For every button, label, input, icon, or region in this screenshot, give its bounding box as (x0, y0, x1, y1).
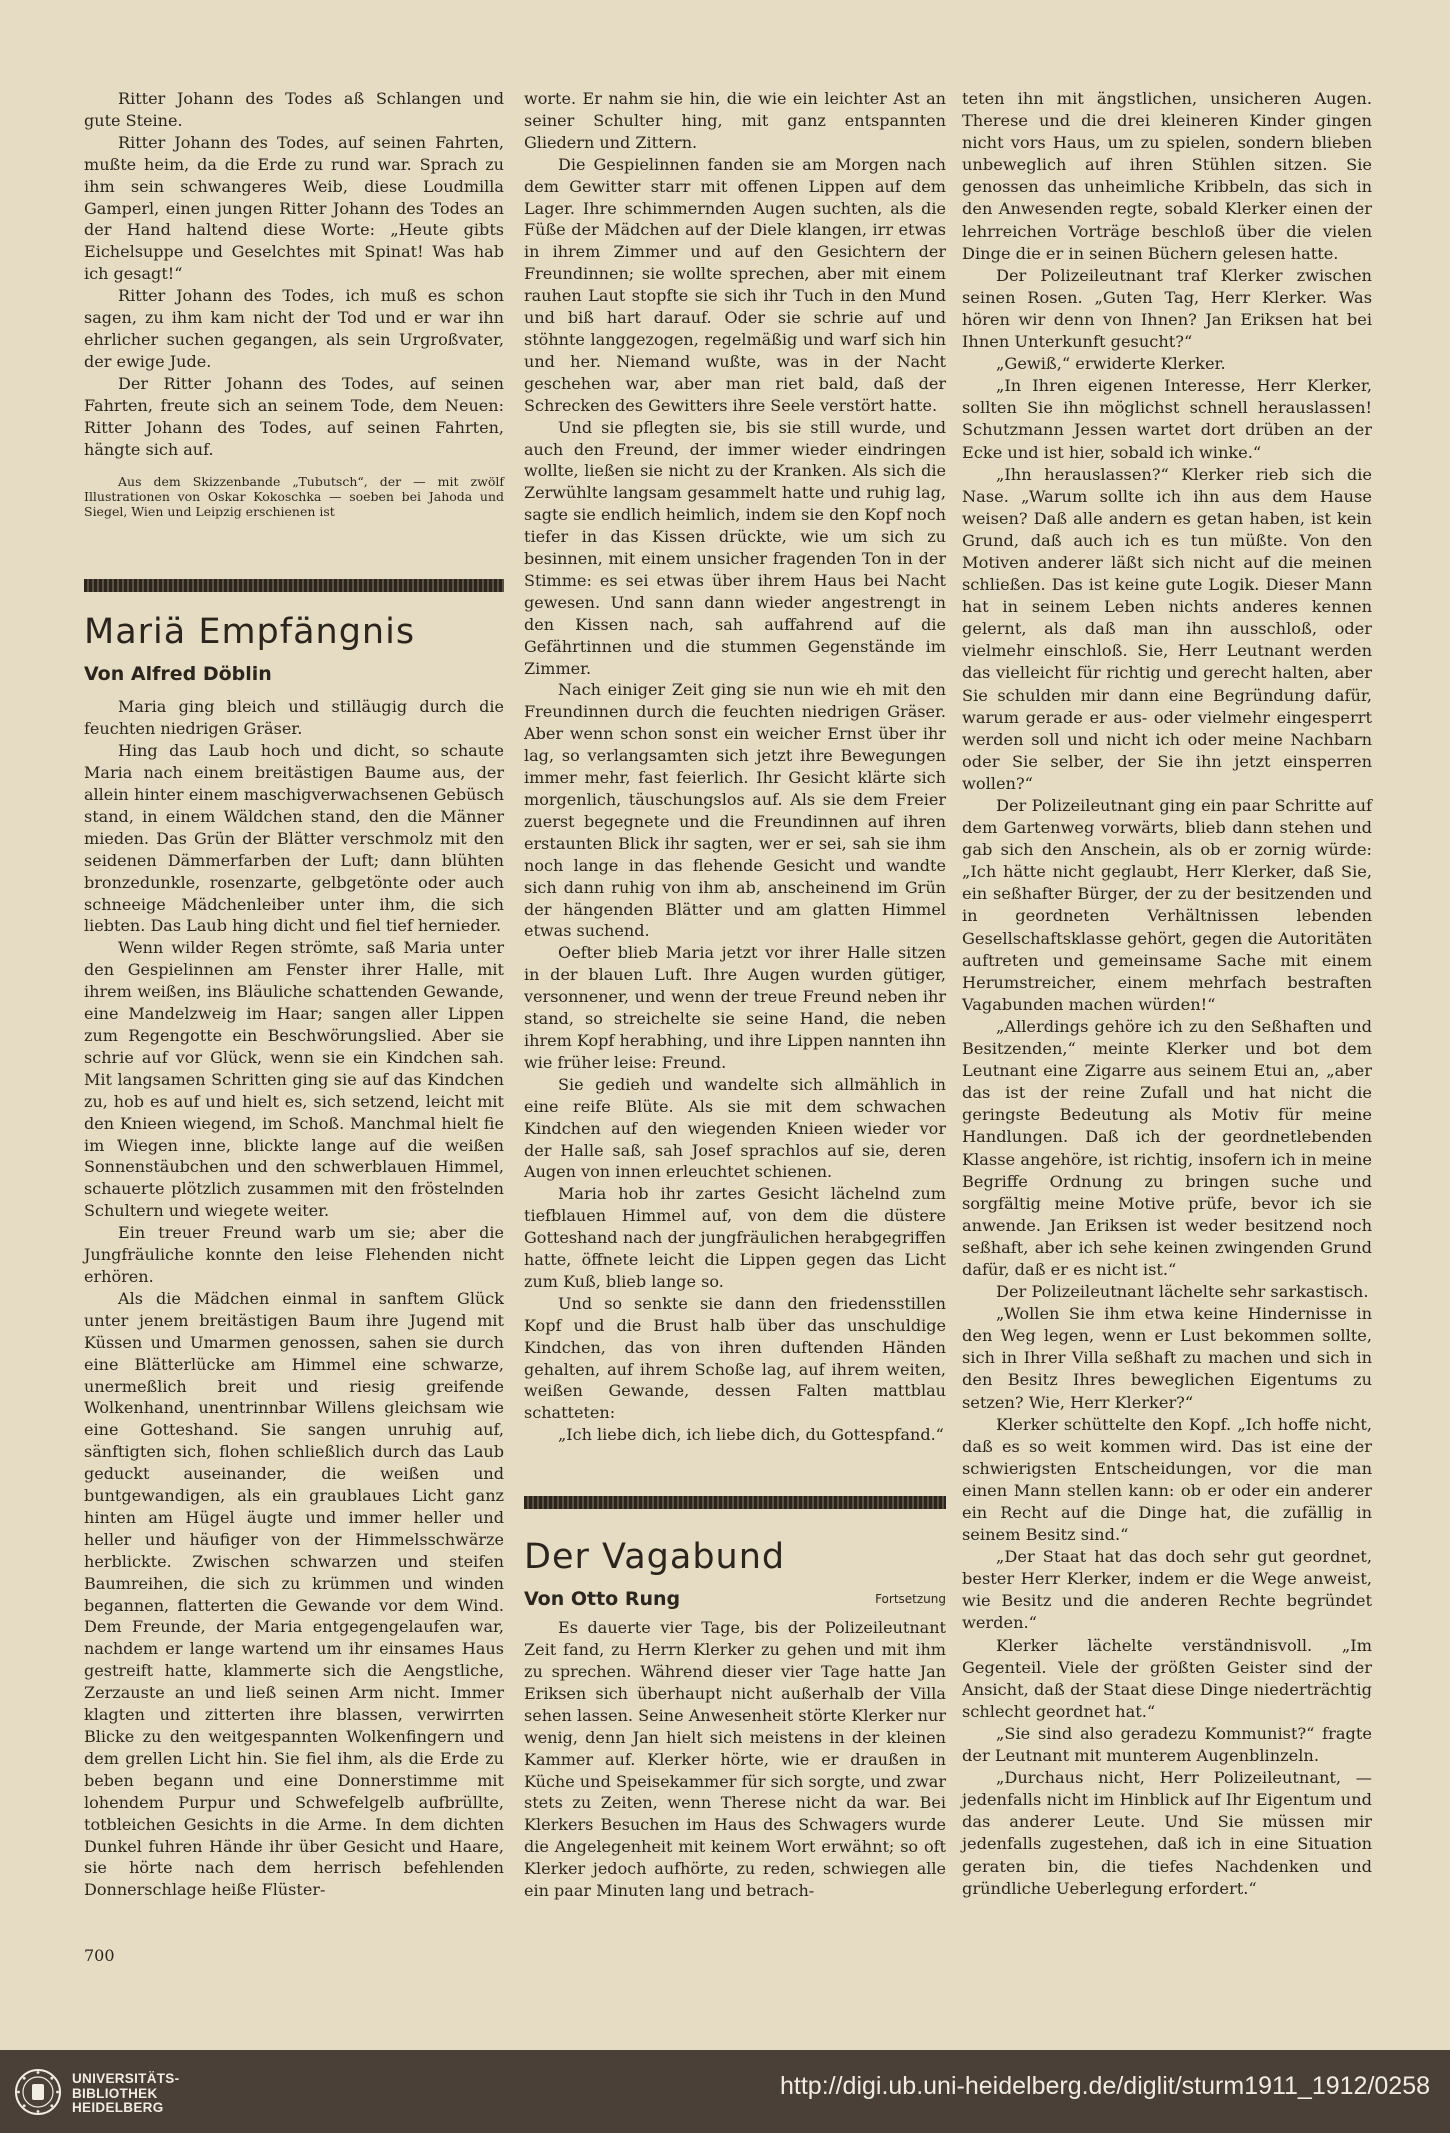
paragraph: „Gewiß,“ erwiderte Klerker. (996, 354, 1226, 374)
article-byline: Von Otto Rung (524, 1588, 681, 1611)
paragraph: „Wollen Sie ihm etwa keine Hindernisse in den Weg legen, wenn er Lust bekommen sollte, sich in Ihrer Villa seßhaft zu machen und sich in den Besitz Ihres beweglichen Eigentums zu setzen? Wie, Herr Klerker?“ (962, 1304, 1372, 1412)
library-name-line: UNIVERSITÄTS- (72, 2071, 180, 2086)
university-seal-icon (14, 2068, 62, 2116)
source-url-link[interactable]: http://digi.ub.uni-heidelberg.de/diglit/sturm1911_1912/0258 (780, 2072, 1430, 2100)
paragraph: teten ihn mit ängstlichen, unsicheren Augen. Therese und die drei kleineren Kinder gingen nicht vors Haus, um zu spielen, sondern blieben unbeweglich auf ihren Stühlen sitzen. Sie genossen das unheimliche Kribbeln, das sich in den Anwesenden regte, sobald Klerker einen der lehrreichen Vorträge beschloß über die vielen Dinge die er in seinen Büchern gelesen hatte. (962, 89, 1372, 263)
paragraph: Nach einiger Zeit ging sie nun wie eh mit den Freundinnen durch die feuchten niedrigen Gräser. Aber wenn schon sonst ein weicher Ernst über ihr lag, so verlangsamten sich jetzt ihre Bewegungen immer mehr, fast feierlich. Ihr Gesicht klärte sich morgenlich, täuschungslos auf. Als sie dem Freier zuerst begegnete und die Freundinnen auf ihren erstaunten Blick ihr sagten, wer er sei, sah sie ihm noch lange in das flehende Gesicht und wandte sich dann ruhig von ihm ab, anscheinend im Grün der hängenden Blätter und am glatten Himmel etwas suchend. (524, 680, 946, 941)
paragraph: „Ihn herauslassen?“ Klerker rieb sich die Nase. „Warum sollte ich ihn aus dem Hause weisen? Daß alle andern es getan haben, ist kein Grund, daß auch ich es tun müßte. Von den Motiven anderer läßt sich nicht auf die meinen schließen. Das ist keine gute Logik. Dieser Mann hat in seinem Leben nichts anderes kennen gelernt, als daß man ihn ausschloß, oder vielmehr einschloß. Sie, Herr Leutnant werden das vielleicht für richtig und gerecht halten, aber Sie schulden mir dann eine Begründung dafür, warum gerade er aus- oder vielmehr eingesperrt werden soll und nicht ich oder meine Nachbarn oder Sie selber, der Sie ihn jetzt einsperren wollen?“ (962, 464, 1372, 793)
article-continuation (962, 88, 1372, 1900)
article-title: Der Vagabund (524, 1537, 786, 1578)
paragraph: Hing das Laub hoch und dicht, so schaute Maria nach einem breitästigen Baume aus, der allein hinter einem maschigverwachsenen Gebüsch stand, in einem Wäldchen stand, den die Männer mieden. Das Grün der Blätter verschmolz mit den seidenen Dämmerfarben der Luft; dann blühten bronzedunkle, rosenzarte, gelbgetönte oder auch schneeige Mädchenleiber unter ihm, die sich liebten. Das Laub hing dicht und fiel tief hernieder. (84, 741, 504, 936)
continued-label: Fortsetzung (875, 1592, 946, 1607)
library-name-line: HEIDELBERG (72, 2100, 164, 2115)
paragraph: Wenn wilder Regen strömte, saß Maria unter den Gespielinnen am Fenster ihrer Halle, mit ihrem weißen, ins Bläuliche schattenden Gewande, eine Mandelzweig im Haar; sangen aller Lippen zum Regengotte ein Beschwörungslied. Aber sie schrie auf vor Glück, wenn sie ein Kindchen sah. Mit langsamen Schritten ging sie auf das Kindchen zu, hob es auf und hielt es, sich setzend, leicht mit den Knieen wiegend, im Schoß. Manchmal hielt fie im Wiegen inne, blickte lange auf die weißen Sonnenstäubchen und den schwerblauen Himmel, schauerte plötzlich zusammen mit den fröstelnden Schultern und wiegete weiter. (84, 938, 504, 1221)
section-divider (84, 579, 504, 592)
article-body (524, 1617, 946, 1902)
article-body (84, 696, 504, 1901)
column-middle (524, 88, 946, 1902)
section-divider (524, 1496, 946, 1509)
paragraph: „Sie sind also geradezu Kommunist?“ fragte der Leutnant mit munterem Augenblinzeln. (962, 1723, 1372, 1766)
paragraph: „Allerdings gehöre ich zu den Seßhaften und Besitzenden,“ meinte Klerker und bot dem Leutnant eine Zigarre aus seinem Etui an, „aber das ist der reine Zufall und hat nicht die geringste Bedeutung als Motiv für meine Handlungen. Daß ich der geordnetlebenden Klasse angehöre, ist richtig, insofern ich in meine Begriffe Ordnung zu bringen suche und sorgfältig meine Motive prüfe, bevor ich sie anwende. Jan Eriksen ist weder besitzend noch seßhaft, aber ich sehe keinen zwingenden Grund dafür, daß er es nicht ist.“ (962, 1016, 1372, 1279)
article-byline: Von Alfred Döblin (84, 663, 272, 686)
article-continuation (524, 88, 946, 1446)
paragraph: Und so senkte sie dann den friedensstillen Kopf und die Brust halb über das unschuldige Kindchen, das von ihren duftenden Händen gehalten, auf ihrem Schoße lag, auf ihrem weiten, weißen Gewande, dessen Falten mattblau schatteten: (524, 1293, 946, 1423)
column-right (962, 88, 1372, 1900)
library-name (72, 2072, 179, 2116)
paragraph: Die Gespielinnen fanden sie am Morgen nach dem Gewitter starr mit offenen Lippen auf dem Lager. Ihre schimmernden Augen suchten, als die Füße der Mädchen auf der Diele klangen, irr etwas in ihrem Zimmer und auf den Gesichtern der Freundinnen; sie wollte sprechen, aber mit einem rauhen Laut stopfte sie sich ihr Tuch in den Mund und biß hart darauf. Oder sie schrie auf und stöhnte langgezogen, regelmäßig und warf sich hin und her. Niemand wußte, was in der Nacht geschehen war, aber man riet bald, daß der Schrecken des Gewitters ihre Seele verstört hatte. (524, 154, 946, 415)
paragraph: Der Ritter Johann des Todes, auf seinen Fahrten, freute sich an seinem Tode, dem Neuen: Ritter Johann des Todes, auf seinen Fahrten, hängte sich auf. (84, 373, 504, 459)
paragraph: Oefter blieb Maria jetzt vor ihrer Halle sitzen in der blauen Luft. Ihre Augen wurden gütiger, versonnener, und wenn der treue Freund neben ihr stand, so streichelte sie seine Hand, die neben ihrem Kopf herabhing, und ihre Lippen nannten ihn wie früher leise: Freund. (524, 943, 946, 1072)
paragraph: Maria hob ihr zartes Gesicht lächelnd zum tiefblauen Himmel auf, von dem die düstere Gotteshand nach der jungfräulichen herabgegriffen hatte, öffnete leicht die Lippen gegen das Licht zum Kuß, blieb lange so. (524, 1184, 946, 1291)
paragraph: Der Polizeileutnant ging ein paar Schritte auf dem Gartenweg vorwärts, blieb dann stehen und gab sich den Anschein, als ob er zornig würde: „Ich hätte nicht geglaubt, Herr Klerker, daß Sie, ein seßhafter Bürger, der zu der besitzenden und in geordneten Verhältnissen lebenden Gesellschaftsklasse gehört, gegen die Autoritäten auftreten und gemeinsame Sache mit einem Herumstreicher, einem mehrfach bestraften Vagabunden machen würden!“ (962, 796, 1372, 1014)
paragraph: Ein treuer Freund warb um sie; aber die Jungfräuliche konnte den leise Flehenden nicht erhören. (84, 1223, 504, 1286)
paragraph: Als die Mädchen einmal in sanftem Glück unter jenem breitästigen Baum ihre Jugend mit Küssen und Umarmen genossen, sahen sie durch eine Blätterlücke am Himmel eine schwarze, unermeßlich breit und riesig greifende Wolkenhand, unentrinnbar Willens gleichsam wie eine Gotteshand. Sie sangen unruhig auf, sänftigten sich, flohen schließlich durch das Laub geduckt auseinander, die weißen und buntgewandigen, als ein graublaues Licht ganz hinten am Hügel äugte und immer heller und heller und häufiger von der Himmelsschwärze herblickte. Zwischen schwarzen und steifen Baumreihen, die sich zu krümmen und winden begannen, flatterten die Gewande vor dem Wind. Dem Freunde, der Maria entgegengelaufen war, nachdem er lange wartend um ihr einsames Haus gestreift hatte, klammerte sich die Aengstliche, Zerzauste an und ließ seinen Arm nicht. Immer klagten und zitterten ihre blassen, verwirrten Blicke zu den weitgespannten Wolkenfingern und dem grellen Licht hin. Sie fiel ihm, als die Erde zu beben begann und eine Donnerstimme mit lohendem Purpur und Schwefelgelb aufbrüllte, totbleichen Gesichts in die Arme. In dem dichten Dunkel fuhren Hände ihr über Gesicht und Haare, sie hörte nach dem herrisch befehlenden Donnerschlage heiße Flüster- (84, 1288, 504, 1900)
paragraph: „Durchaus nicht, Herr Polizeileutnant, — jedenfalls nicht im Hinblick auf Ihr Eigentum und das anderer Leute. Und Sie müssen mir jedenfalls zugestehen, daß ich in eine Situation geraten bin, die tiefes Nachdenken und gründliche Ueberlegung erfordert.“ (962, 1768, 1372, 1898)
paragraph: Und sie pflegten sie, bis sie still wurde, und auch den Freund, der immer wieder eindringen wollte, ließen sie nicht zu der Kranken. Als sich die Zerwühlte langsam gesammelt hatte und ruhig lag, sagte sie endlich heimlich, indem sie den Kopf noch tiefer in das Kissen drückte, wie um sich zu besinnen, mit einem unsicher fragenden Ton in der Stimme: es sei etwas über ihrem Haus bei Nacht gewesen. Und sann dann wieder angestrengt in den Kissen nach, sah auffahrend auf die Gefährtinnen und die stummen Gegenstände im Zimmer. (524, 417, 947, 678)
paragraph: Der Polizeileutnant lächelte sehr sarkastisch. (996, 1282, 1369, 1302)
paragraph: Es dauerte vier Tage, bis der Polizeileutnant Zeit fand, zu Herrn Klerker zu gehen und mit ihm zu sprechen. Während dieser vier Tage hatte Jan Eriksen sich überhaupt nicht außerhalb der Villa sehen lassen. Seine Anwesenheit störte Klerker nur wenig, denn Jan hielt sich meistens in der kleinen Kammer auf. Klerker hörte, wie er draußen in Küche und Speisekammer für sich sorgte, und zwar stets zu Zeiten, wenn Therese nicht da war. Bei Klerkers Besuchen im Haus des Schwagers wurde die Angelegenheit mit keinem Wort erwähnt; so oft Klerker jedoch aufhörte, zu reden, schwiegen alle ein paar Minuten lang und betrach- (524, 1618, 946, 1901)
paragraph: Der Polizeileutnant traf Klerker zwischen seinen Rosen. „Guten Tag, Herr Klerker. Was hören wir denn von Ihnen? Jan Eriksen hat bei Ihnen Unterkunft gesucht?“ (962, 265, 1372, 352)
paragraph: „In Ihren eigenen Interesse, Herr Klerker, sollten Sie ihn möglichst schnell herauslassen! Schutzmann Jessen wartet dort drüben an der Ecke und ist hier, sobald ich winke.“ (962, 376, 1372, 462)
library-name-line: BIBLIOTHEK (72, 2085, 158, 2101)
paragraph: Ritter Johann des Todes aß Schlangen und gute Steine. (84, 89, 504, 130)
paragraph: Ritter Johann des Todes, auf seinen Fahrten, mußte heim, da die Erde zu rund war. Sprach zu ihm sein schwangeres Weib, diese Loudmilla Gamperl, einen jungen Ritter Johann des Todes an der Hand haltend diese Worte: „Heute gibts Eichelsuppe und Geselchtes mit Spinat! Was hab ich gesagt!“ (84, 132, 504, 284)
article-title: Mariä Empfängnis (84, 612, 416, 653)
source-note: Aus dem Skizzenbande „Tubutsch“, der — mit zwölf Illustrationen von Oskar Kokoschka — soeben bei Jahoda und Siegel, Wien und Leipzig erschienen ist (84, 474, 504, 520)
paragraph: Ritter Johann des Todes, ich muß es schon sagen, zu ihm kam nicht der Tod und er war ihn ehrlicher suchen gegangen, als sein Urgroßvater, der ewige Jude. (84, 286, 504, 371)
page-number: 700 (84, 1946, 115, 1965)
paragraph: Klerker lächelte verständnisvoll. „Im Gegenteil. Viele der größten Geister sind der Ansicht, daß der Staat diese Dinge niederträchtig schlecht geordnet hat.“ (962, 1635, 1372, 1721)
viewer-footer (0, 2050, 1450, 2133)
paragraph: Sie gedieh und wandelte sich allmählich in eine reife Blüte. Als sie mit dem schwachen Kindchen auf den wiegenden Knieen wieder vor der Halle saß, sah Josef sprachlos auf sie, deren Augen von innen erleuchtet schienen. (524, 1074, 946, 1182)
paragraph: Maria ging bleich und stilläugig durch die feuchten niedrigen Gräser. (84, 697, 504, 739)
tubutsch-excerpt (84, 88, 504, 460)
paragraph: „Ich liebe dich, ich liebe dich, du Gottespfand.“ (558, 1425, 944, 1445)
paragraph: Klerker schüttelte den Kopf. „Ich hoffe nicht, daß es so weit kommen wird. Das ist eine der schwierigsten Entscheidungen, vor die man einen Mann stellen kann: ob er oder ein anderer ein Recht auf die Dinge hat, die zufällig in seinem Besitz sind.“ (962, 1414, 1372, 1545)
paragraph: „Der Staat hat das doch sehr gut geordnet, bester Herr Klerker, indem er die Wege anweist, wie Besitz und die anderen Rechte begründet werden.“ (962, 1547, 1372, 1633)
column-left (84, 88, 504, 1901)
byline-row (524, 1587, 946, 1611)
paragraph: worte. Er nahm sie hin, die wie ein leichter Ast an seiner Schulter hing, mit ganz entspannten Gliedern und Zittern. (524, 89, 946, 152)
